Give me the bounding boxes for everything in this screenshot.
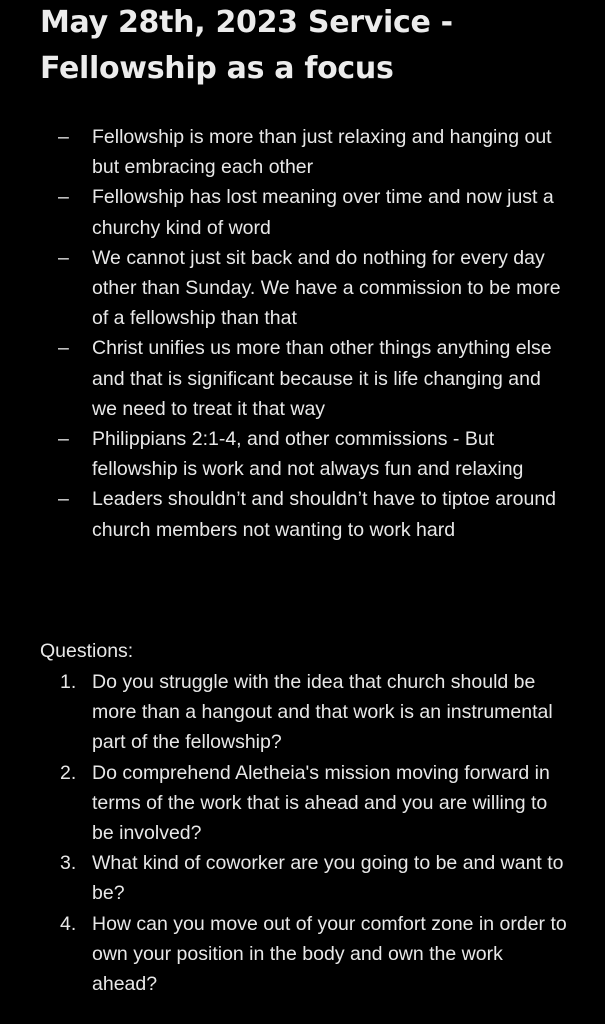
dash-bullet-icon: –	[58, 246, 69, 269]
bullet-text: Christ unifies us more than other things anything else and that is significant because it is life changing and we need to treat it that way	[92, 337, 552, 420]
bullet-text: Leaders shouldn’t and shouldn’t have to tiptoe around church members not wanting to work hard	[92, 488, 557, 541]
question-number: 4.	[60, 912, 77, 935]
bullet-text: Philippians 2:1-4, and other commissions - But fellowship is work and not always fun and relaxing	[92, 428, 524, 481]
note-title[interactable]	[40, 0, 580, 92]
dash-bullet-icon: –	[58, 126, 69, 148]
question-item[interactable]	[0, 667, 605, 758]
note-title-line-1: May 28th, 2023 Service -	[40, 5, 453, 40]
bullet-item[interactable]	[0, 243, 605, 334]
question-text: How can you move out of your comfort zone in order to own your position in the body and own the work ahead?	[92, 912, 567, 996]
bullet-item[interactable]	[0, 484, 605, 544]
dash-bullet-icon: –	[58, 488, 69, 511]
question-number: 2.	[60, 761, 77, 784]
dash-bullet-icon: –	[58, 186, 69, 209]
question-item[interactable]	[0, 758, 605, 849]
questions-list	[0, 667, 605, 999]
bullet-item[interactable]	[0, 424, 605, 484]
bullet-list	[0, 122, 605, 545]
bullet-text: Fellowship is more than just relaxing and hanging out but embracing each other	[92, 126, 552, 179]
bullet-item[interactable]	[0, 182, 605, 242]
bullet-text: We cannot just sit back and do nothing for every day other than Sunday. We have a commission to be more of a fellowship than that	[92, 246, 561, 330]
question-item[interactable]	[0, 909, 605, 1000]
question-number: 3.	[60, 852, 77, 875]
dash-bullet-icon: –	[58, 337, 69, 360]
bullet-text: Fellowship has lost meaning over time and now just a churchy kind of word	[92, 186, 554, 239]
question-text: What kind of coworker are you going to be and want to be?	[92, 852, 564, 905]
bullet-item[interactable]	[0, 333, 605, 424]
question-number: 1.	[60, 671, 77, 693]
dash-bullet-icon: –	[58, 428, 69, 451]
question-text: Do you struggle with the idea that church should be more than a hangout and that work is an instrumental part of the fellowship?	[92, 671, 553, 754]
question-text: Do comprehend Aletheia's mission moving forward in terms of the work that is ahead and you are willing to be involved?	[92, 761, 550, 845]
bullet-item[interactable]	[0, 122, 605, 182]
questions-label[interactable]: Questions:	[40, 640, 134, 662]
question-item[interactable]	[0, 848, 605, 908]
note-title-line-2: Fellowship as a focus	[40, 51, 394, 86]
